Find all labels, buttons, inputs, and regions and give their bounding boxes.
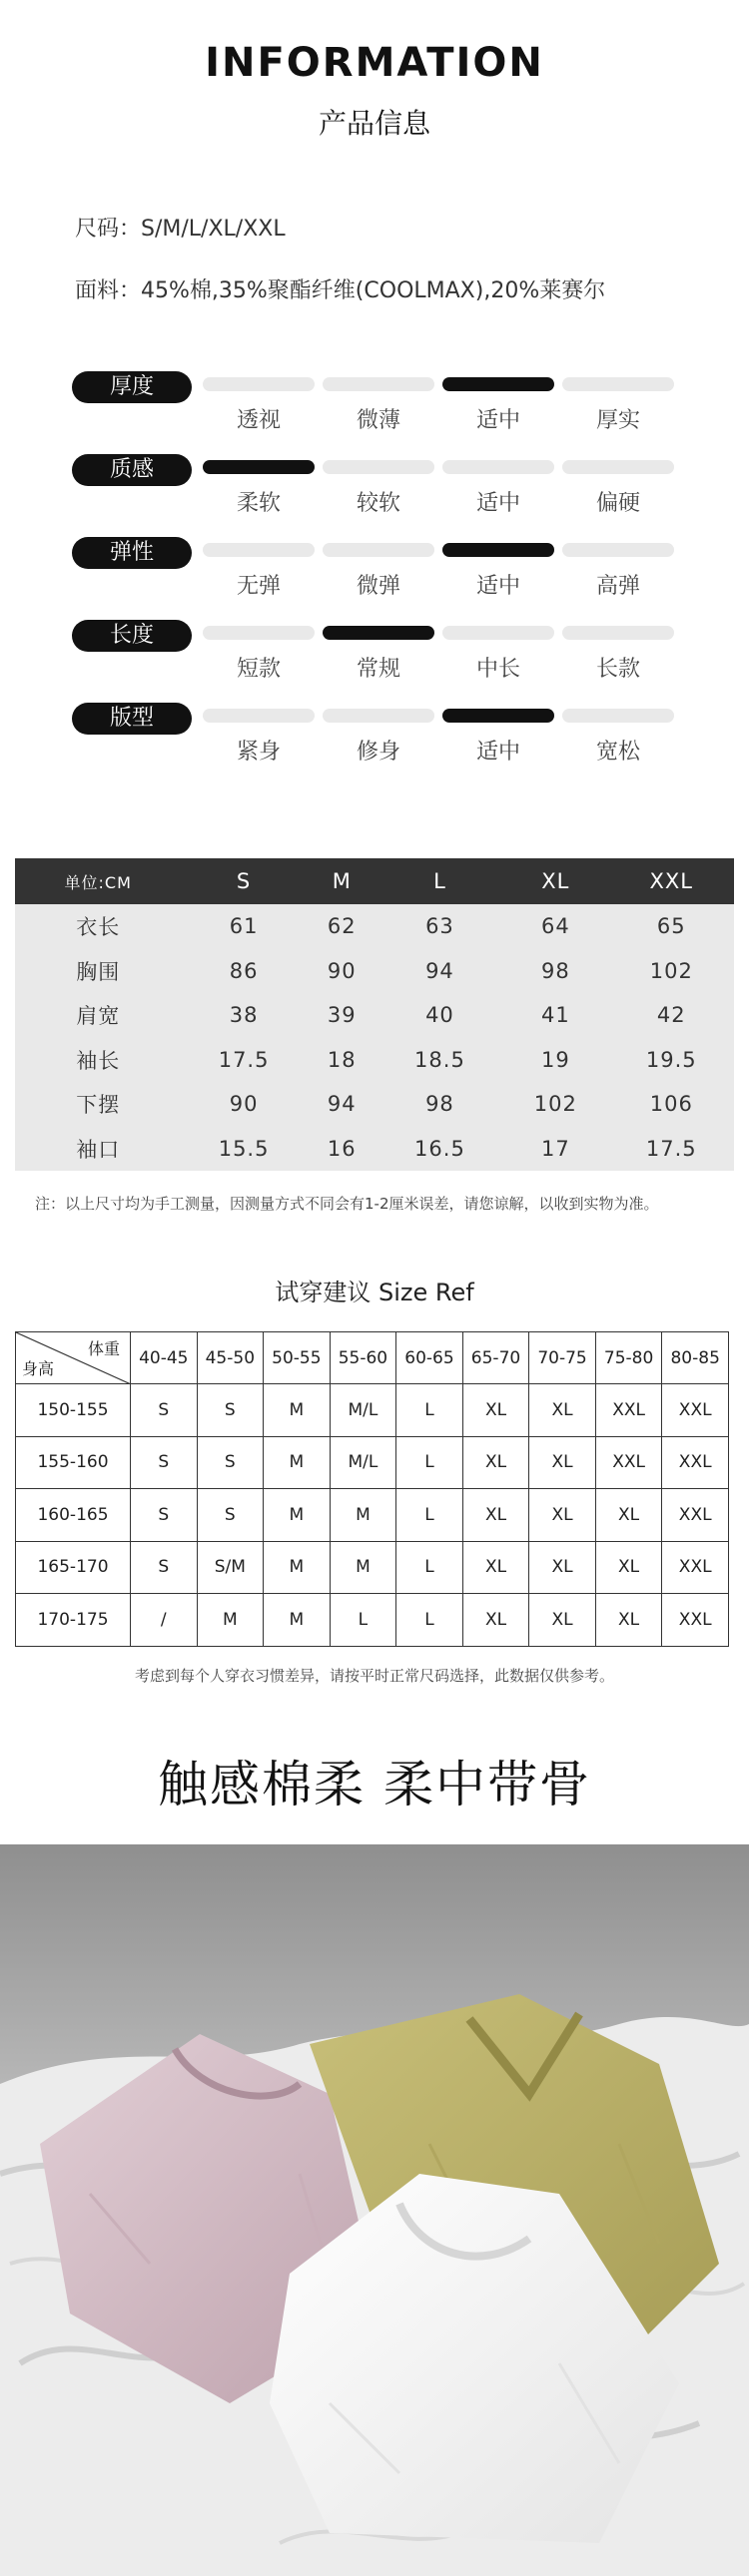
height-cell: 165-170	[16, 1541, 131, 1594]
table-cell: M	[264, 1436, 331, 1489]
folded-tshirts-photo	[0, 1844, 749, 2576]
table-cell: 106	[609, 1082, 734, 1127]
table-cell: XXL	[662, 1594, 729, 1647]
attr-option: 常规	[356, 657, 400, 682]
size-col-header: L	[377, 858, 502, 904]
table-cell: S	[197, 1489, 264, 1542]
attr-option: 适中	[475, 408, 520, 433]
row-name: 肩宽	[15, 993, 181, 1038]
attr-option: 微薄	[356, 408, 400, 433]
table-cell: S	[131, 1436, 198, 1489]
attr-seg	[562, 626, 674, 640]
attribute-row-thickness	[72, 371, 681, 431]
weight-col-header: 60-65	[396, 1332, 463, 1384]
header-title-cn: 产品信息	[318, 107, 430, 140]
attr-option: 柔软	[236, 491, 281, 516]
table-cell: 38	[181, 993, 306, 1038]
row-name: 衣长	[15, 904, 181, 949]
attr-seg-selected	[442, 709, 554, 723]
table-cell: XL	[595, 1489, 662, 1542]
attr-seg	[323, 709, 434, 723]
attribute-row-length	[72, 620, 681, 680]
table-row	[15, 904, 734, 949]
row-name: 胸围	[15, 949, 181, 994]
fabric-info-value: 45%棉,35%聚酯纤维(COOLMAX),20%莱赛尔	[141, 278, 606, 303]
attr-option: 修身	[356, 740, 400, 765]
weight-label: 体重	[87, 1339, 120, 1358]
fabric-info-label: 面料：	[75, 278, 142, 303]
attr-seg	[203, 543, 315, 557]
table-cell: L	[396, 1436, 463, 1489]
attribute-label: 质感	[72, 454, 192, 486]
attr-seg	[562, 543, 674, 557]
table-cell: XXL	[662, 1541, 729, 1594]
attr-seg	[562, 377, 674, 391]
table-cell: M	[264, 1541, 331, 1594]
attr-seg	[203, 626, 315, 640]
weight-col-header: 70-75	[529, 1332, 596, 1384]
table-cell: XL	[529, 1489, 596, 1542]
table-cell: 98	[502, 949, 608, 994]
table-cell: 18.5	[377, 1038, 502, 1083]
table-cell: XL	[529, 1436, 596, 1489]
table-cell: XXL	[662, 1489, 729, 1542]
attribute-row-texture	[72, 454, 681, 514]
size-col-header: M	[307, 858, 377, 904]
attribute-label: 版型	[72, 703, 192, 735]
table-cell: L	[396, 1594, 463, 1647]
table-cell: 19	[502, 1038, 608, 1083]
attribute-label: 弹性	[72, 537, 192, 569]
attr-option: 短款	[236, 657, 281, 682]
table-cell: S	[131, 1489, 198, 1542]
table-cell: 63	[377, 904, 502, 949]
size-ref-note: 考虑到每个人穿衣习惯差异，请按平时正常尺码选择，此数据仅供参考。	[134, 1667, 614, 1685]
table-cell: M	[264, 1489, 331, 1542]
table-row	[16, 1489, 729, 1542]
attr-seg	[562, 709, 674, 723]
attr-option: 厚实	[595, 408, 640, 433]
attribute-row-fit	[72, 703, 681, 763]
size-ref-table	[15, 1331, 729, 1647]
table-cell: XXL	[662, 1436, 729, 1489]
size-table-header	[15, 858, 734, 904]
table-cell: XL	[595, 1541, 662, 1594]
table-cell: XL	[462, 1436, 529, 1489]
attr-seg	[323, 543, 434, 557]
table-cell: 62	[307, 904, 377, 949]
table-cell: XXL	[595, 1384, 662, 1437]
table-cell: S	[131, 1384, 198, 1437]
table-cell: XL	[529, 1541, 596, 1594]
table-cell: 94	[307, 1082, 377, 1127]
table-cell: XXL	[595, 1436, 662, 1489]
size-table-note: 注：以上尺寸均为手工测量，因测量方式不同会有1-2厘米误差，请您谅解，以收到实物为准。	[35, 1195, 659, 1213]
size-col-header: S	[181, 858, 306, 904]
table-cell: 17	[502, 1127, 608, 1172]
table-row	[15, 949, 734, 994]
table-cell: XL	[462, 1384, 529, 1437]
weight-col-header: 65-70	[462, 1332, 529, 1384]
attr-seg-selected	[323, 626, 434, 640]
table-cell: XL	[595, 1594, 662, 1647]
table-cell: 94	[377, 949, 502, 994]
size-ref-corner	[16, 1332, 131, 1384]
table-cell: 90	[307, 949, 377, 994]
table-cell: XL	[529, 1594, 596, 1647]
attr-seg	[323, 460, 434, 474]
attr-seg	[442, 460, 554, 474]
table-cell: 61	[181, 904, 306, 949]
table-cell: 19.5	[609, 1038, 734, 1083]
table-cell: XL	[462, 1594, 529, 1647]
attribute-label: 长度	[72, 620, 192, 652]
row-name: 下摆	[15, 1082, 181, 1127]
table-cell: 65	[609, 904, 734, 949]
weight-col-header: 80-85	[662, 1332, 729, 1384]
attr-seg	[442, 626, 554, 640]
attr-option: 适中	[475, 574, 520, 599]
size-ref-title: 试穿建议 Size Ref	[275, 1279, 474, 1306]
weight-col-header: 50-55	[264, 1332, 331, 1384]
table-cell: S	[197, 1384, 264, 1437]
table-row	[15, 1038, 734, 1083]
height-cell: 155-160	[16, 1436, 131, 1489]
table-row	[16, 1541, 729, 1594]
table-cell: 102	[609, 949, 734, 994]
height-label: 身高	[22, 1359, 55, 1378]
attr-option: 透视	[236, 408, 281, 433]
attr-option: 较软	[356, 491, 400, 516]
size-col-header: XL	[502, 858, 608, 904]
table-cell: 41	[502, 993, 608, 1038]
height-cell: 170-175	[16, 1594, 131, 1647]
size-info	[75, 212, 286, 243]
table-cell: 16	[307, 1127, 377, 1172]
table-cell: 64	[502, 904, 608, 949]
table-row	[16, 1384, 729, 1437]
size-ref-header	[16, 1332, 729, 1384]
photo-illustration	[0, 1844, 749, 2576]
weight-col-header: 55-60	[330, 1332, 396, 1384]
attr-option: 微弹	[356, 574, 400, 599]
attr-seg	[203, 709, 315, 723]
height-cell: 150-155	[16, 1384, 131, 1437]
attr-option: 无弹	[236, 574, 281, 599]
table-cell: M	[197, 1594, 264, 1647]
weight-col-header: 75-80	[595, 1332, 662, 1384]
attr-seg-selected	[203, 460, 315, 474]
table-cell: M/L	[330, 1384, 396, 1437]
size-info-label: 尺码：	[75, 217, 142, 242]
table-cell: XL	[462, 1541, 529, 1594]
table-cell: XL	[529, 1384, 596, 1437]
attr-option: 紧身	[236, 740, 281, 765]
table-cell: L	[396, 1541, 463, 1594]
table-cell: S/M	[197, 1541, 264, 1594]
row-name: 袖长	[15, 1038, 181, 1083]
table-cell: XXL	[662, 1384, 729, 1437]
size-table	[15, 858, 734, 1171]
attr-seg-selected	[442, 377, 554, 391]
table-cell: S	[131, 1541, 198, 1594]
attr-option: 高弹	[595, 574, 640, 599]
attr-seg	[203, 377, 315, 391]
attr-seg	[562, 460, 674, 474]
table-cell: 40	[377, 993, 502, 1038]
table-cell: 15.5	[181, 1127, 306, 1172]
table-cell: L	[330, 1594, 396, 1647]
attr-option: 适中	[475, 740, 520, 765]
attr-option: 中长	[475, 657, 520, 682]
weight-col-header: 40-45	[131, 1332, 198, 1384]
table-row	[15, 993, 734, 1038]
attr-option: 宽松	[595, 740, 640, 765]
table-cell: M	[330, 1541, 396, 1594]
attribute-row-elasticity	[72, 537, 681, 597]
table-cell: 42	[609, 993, 734, 1038]
table-cell: 86	[181, 949, 306, 994]
table-cell: 102	[502, 1082, 608, 1127]
row-name: 袖口	[15, 1127, 181, 1172]
table-cell: M	[330, 1489, 396, 1542]
table-cell: L	[396, 1489, 463, 1542]
table-cell: 17.5	[181, 1038, 306, 1083]
table-cell: 39	[307, 993, 377, 1038]
header-title-en: INFORMATION	[205, 40, 544, 86]
height-cell: 160-165	[16, 1489, 131, 1542]
attr-option: 偏硬	[595, 491, 640, 516]
table-cell: M/L	[330, 1436, 396, 1489]
table-cell: /	[131, 1594, 198, 1647]
table-cell: M	[264, 1384, 331, 1437]
table-cell: L	[396, 1384, 463, 1437]
slogan: 触感棉柔 柔中带骨	[158, 1756, 591, 1813]
table-row	[15, 1127, 734, 1172]
table-cell: 98	[377, 1082, 502, 1127]
attribute-label: 厚度	[72, 371, 192, 403]
attr-seg	[323, 377, 434, 391]
fabric-info	[75, 273, 605, 304]
size-col-header: XXL	[609, 858, 734, 904]
table-cell: 17.5	[609, 1127, 734, 1172]
table-cell: S	[197, 1436, 264, 1489]
table-cell: 16.5	[377, 1127, 502, 1172]
table-cell: 18	[307, 1038, 377, 1083]
attr-seg-selected	[442, 543, 554, 557]
table-cell: 90	[181, 1082, 306, 1127]
size-table-unit: 单位:CM	[15, 858, 181, 904]
weight-col-header: 45-50	[197, 1332, 264, 1384]
table-cell: XL	[462, 1489, 529, 1542]
table-row	[15, 1082, 734, 1127]
attr-option: 长款	[595, 657, 640, 682]
size-info-value: S/M/L/XL/XXL	[141, 217, 286, 242]
table-row	[16, 1436, 729, 1489]
attr-option: 适中	[475, 491, 520, 516]
table-cell: M	[264, 1594, 331, 1647]
table-row	[16, 1594, 729, 1647]
